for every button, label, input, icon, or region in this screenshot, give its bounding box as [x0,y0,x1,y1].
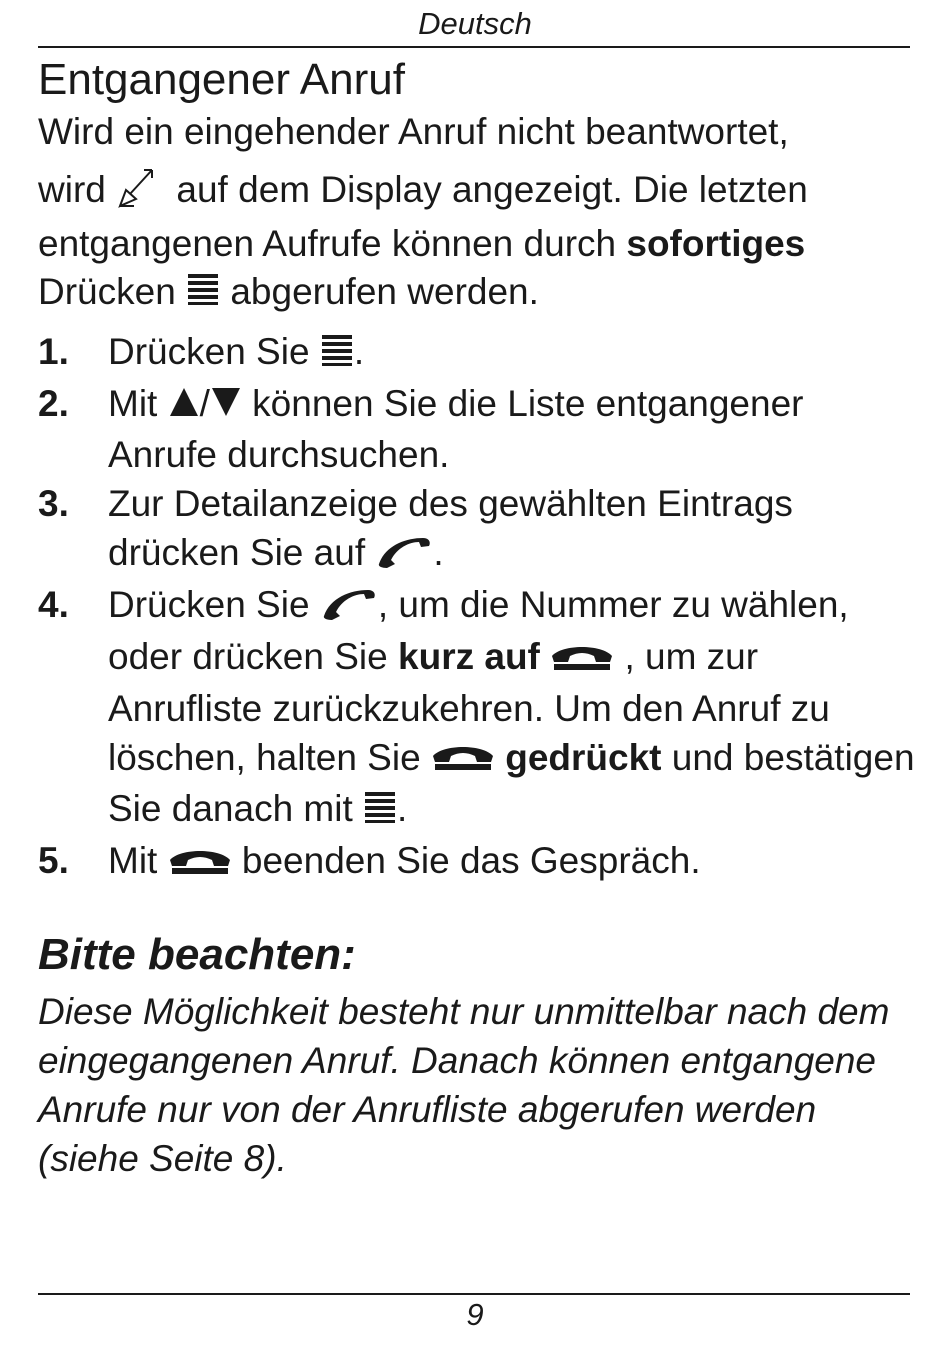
steps-list [38,327,918,888]
footer-rule [38,1293,910,1295]
end-call-icon [431,735,495,784]
list-item [38,327,918,379]
step-number: 5. [38,840,69,882]
menu-icon [186,270,220,318]
intro-line2-b: auf dem Display angezeigt. Die letzten [176,168,808,210]
step-text: können Sie die Liste entgangener Anrufe durchsuchen. [108,382,804,476]
intro-line1: Wird ein eingehender Anruf nicht beantwortet, [38,111,789,152]
step-text: Drücken Sie [108,331,310,372]
intro-line4-a: Drücken [38,271,176,312]
note-title: Bitte beachten: [38,930,356,979]
step-text: Zur Detailanzeige des gewählten Eintrags drücken Sie auf [108,483,793,574]
list-item [38,479,918,580]
step-text: Drücken Sie [108,584,310,626]
menu-icon [363,787,397,836]
section-title: Entgangener Anruf [38,55,405,104]
step-text: beenden Sie das Gespräch. [241,840,701,882]
list-item [38,836,918,888]
intro-line3-bold: sofortiges [626,223,806,264]
step-text: und bestätigen Sie danach mit [108,736,915,830]
arrow-up-icon [168,381,200,430]
language-header: Deutsch [418,6,532,41]
step-text: , um die Nummer zu wählen, oder drücken Sie [108,584,849,677]
missed-call-icon [116,164,166,220]
step-text: Mit [108,382,158,424]
menu-icon [320,330,354,379]
end-call-icon [550,635,614,684]
step-text: um zur Anrufliste zurückzukehren. Um den Anruf zu löschen, halten Sie [108,635,830,778]
intro-line4-b: abgerufen werden. [230,271,539,312]
step-number: 1. [38,331,69,372]
intro-line3-a: entgangenen Aufrufe können durch [38,223,617,264]
step-bold-text: gedrückt [505,736,662,778]
step-number: 2. [38,382,69,424]
note-text: Diese Möglichkeit besteht nur unmittelbar nach dem eingegangenen Anruf. Danach können entgangene Anrufe nur von der Anrufliste abgerufen werden (siehe Seite 8). [38,991,890,1179]
call-icon [375,531,433,580]
intro-paragraph [38,108,918,318]
end-call-icon [168,839,232,888]
step-text: Mit [108,840,158,882]
list-item [38,580,918,836]
header-rule [38,46,910,48]
step-number: 3. [38,483,69,525]
step-text: , [624,635,635,677]
step-text: . [353,331,365,372]
step-slash: / [199,382,210,424]
step-bold-text: kurz auf [398,635,540,677]
page-number: 9 [466,1297,484,1332]
step-text: . [433,532,444,574]
list-item [38,379,918,480]
step-text: . [397,788,408,830]
step-number: 4. [38,584,69,626]
intro-line2-a: wird [38,168,106,210]
arrow-down-icon [210,381,242,430]
call-icon [320,583,378,632]
